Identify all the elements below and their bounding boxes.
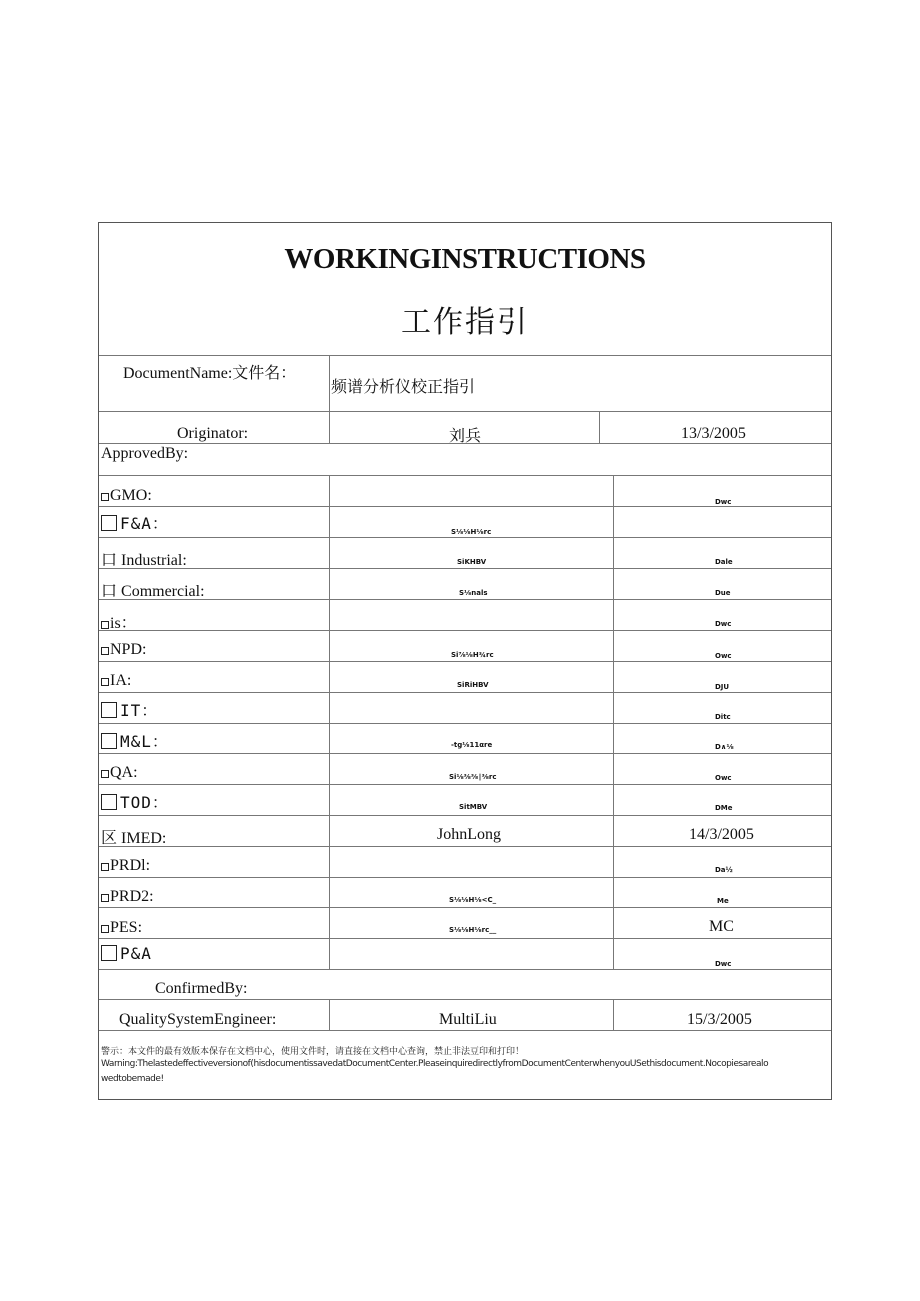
document-name-label: DocumentName:文件名：	[123, 365, 297, 382]
approval-sig-imed: JohnLong	[437, 826, 501, 843]
approval-date-qa: Owc	[715, 774, 732, 782]
approval-date-prd1: Da½	[715, 866, 733, 874]
approval-sig-prd2: S⅛⅛H⅛<C_	[449, 896, 497, 904]
approval-row-ml: M&L：	[101, 729, 169, 752]
approval-row-it: IT：	[101, 698, 158, 721]
confirmed-by-label: ConfirmedBy:	[155, 980, 248, 997]
warning-en-line1: Warning:Thelastedeffectiveversionof(hisdocumentissavedatDocumentCenter.PleaseinquiredirectlyfromDocumentCenterwhenyouUSethisdocument.Nocopiesarealo	[101, 1059, 769, 1069]
approval-row-prd2: PRD2:	[101, 888, 154, 906]
approval-date-prd2: Me	[717, 897, 729, 905]
approval-date-npd: Owc	[715, 652, 732, 660]
approval-row-gmo: GMO:	[101, 487, 152, 505]
approval-row-is: is：	[101, 610, 137, 633]
approval-row-commercial: 口 Commercial:	[101, 581, 205, 600]
checkbox-gmo	[101, 493, 109, 501]
approval-sig-ml: -tg⅛11αre	[451, 741, 493, 749]
approval-sig-fa: S⅛⅛H⅛rc	[451, 528, 492, 536]
checkbox-ml	[101, 733, 117, 749]
approval-row-industrial: 口 Industrial:	[101, 550, 187, 569]
quality-engineer-name: MultiLiu	[439, 1011, 497, 1028]
checkbox-fa	[101, 515, 117, 531]
checkbox-ia	[101, 678, 109, 686]
approval-row-tod: TOD：	[101, 790, 169, 813]
checkbox-prd1	[101, 863, 109, 871]
checkbox-industrial: 口	[101, 550, 118, 569]
quality-engineer-label: QualitySystemEngineer:	[119, 1011, 277, 1028]
approval-sig-tod: SitMBV	[459, 803, 488, 811]
checkbox-pa	[101, 945, 117, 961]
checkbox-it	[101, 702, 117, 718]
approval-date-ia: DJU	[715, 683, 730, 691]
approval-row-qa: QA:	[101, 764, 138, 782]
originator-name: 刘兵	[449, 426, 482, 445]
approval-row-imed: 区 IMED:	[101, 828, 167, 847]
document-name-value: 频谱分析仪校正指引	[331, 377, 476, 396]
working-instructions-form	[98, 222, 832, 1100]
originator-label: Originator:	[177, 425, 249, 442]
quality-engineer-date: 15/3/2005	[687, 1011, 752, 1028]
approval-row-pa: P&A	[101, 944, 152, 963]
checkbox-prd2	[101, 894, 109, 902]
approval-sig-industrial: SiKHBV	[457, 558, 487, 566]
approval-sig-npd: Si⅞⅛H¾rc	[451, 651, 494, 659]
approval-sig-pes: S⅛⅛H⅛rc__	[449, 926, 497, 934]
approval-date-commercial: Due	[715, 589, 731, 597]
approval-sig-qa: Si⅛⅜⅜∣⅜rc	[449, 773, 497, 781]
approval-date-it: Ditc	[715, 713, 731, 721]
approval-row-npd: NPD:	[101, 641, 146, 659]
form-title-en: WORKINGINSTRUCTIONS	[284, 243, 646, 275]
checkbox-pes	[101, 925, 109, 933]
approval-date-pes: MC	[709, 918, 734, 935]
checkbox-tod	[101, 794, 117, 810]
approved-by-label: ApprovedBy:	[101, 445, 189, 462]
checkbox-imed: 区	[101, 828, 118, 847]
approval-date-tod: DMe	[715, 804, 733, 812]
warning-cn: 警示：本文件的最有效版本保存在文档中心，使用文件时，请直接在文档中心查询，禁止非法豆印和打印！	[101, 1047, 525, 1057]
approval-row-ia: IA:	[101, 672, 131, 690]
checkbox-commercial: 口	[101, 581, 118, 600]
originator-date: 13/3/2005	[681, 425, 746, 442]
checkbox-qa	[101, 770, 109, 778]
warning-en-line2: wedtobemade!	[101, 1074, 164, 1084]
approval-date-ml: D∧⅛	[715, 743, 734, 751]
approval-row-fa: F&A：	[101, 511, 169, 534]
approval-date-pa: Dwc	[715, 960, 732, 968]
approval-date-industrial: Dale	[715, 558, 733, 566]
checkbox-npd	[101, 647, 109, 655]
approval-date-is: Dwc	[715, 620, 732, 628]
approval-row-prd1: PRDl:	[101, 857, 150, 875]
form-title-cn: 工作指引	[401, 305, 529, 340]
approval-row-pes: PES:	[101, 919, 142, 937]
approval-sig-ia: SiRiHBV	[457, 681, 489, 689]
checkbox-is	[101, 621, 109, 629]
approval-date-imed: 14/3/2005	[689, 826, 754, 843]
approval-date-gmo: Dwc	[715, 498, 732, 506]
approval-sig-commercial: S⅛nals	[459, 589, 488, 597]
